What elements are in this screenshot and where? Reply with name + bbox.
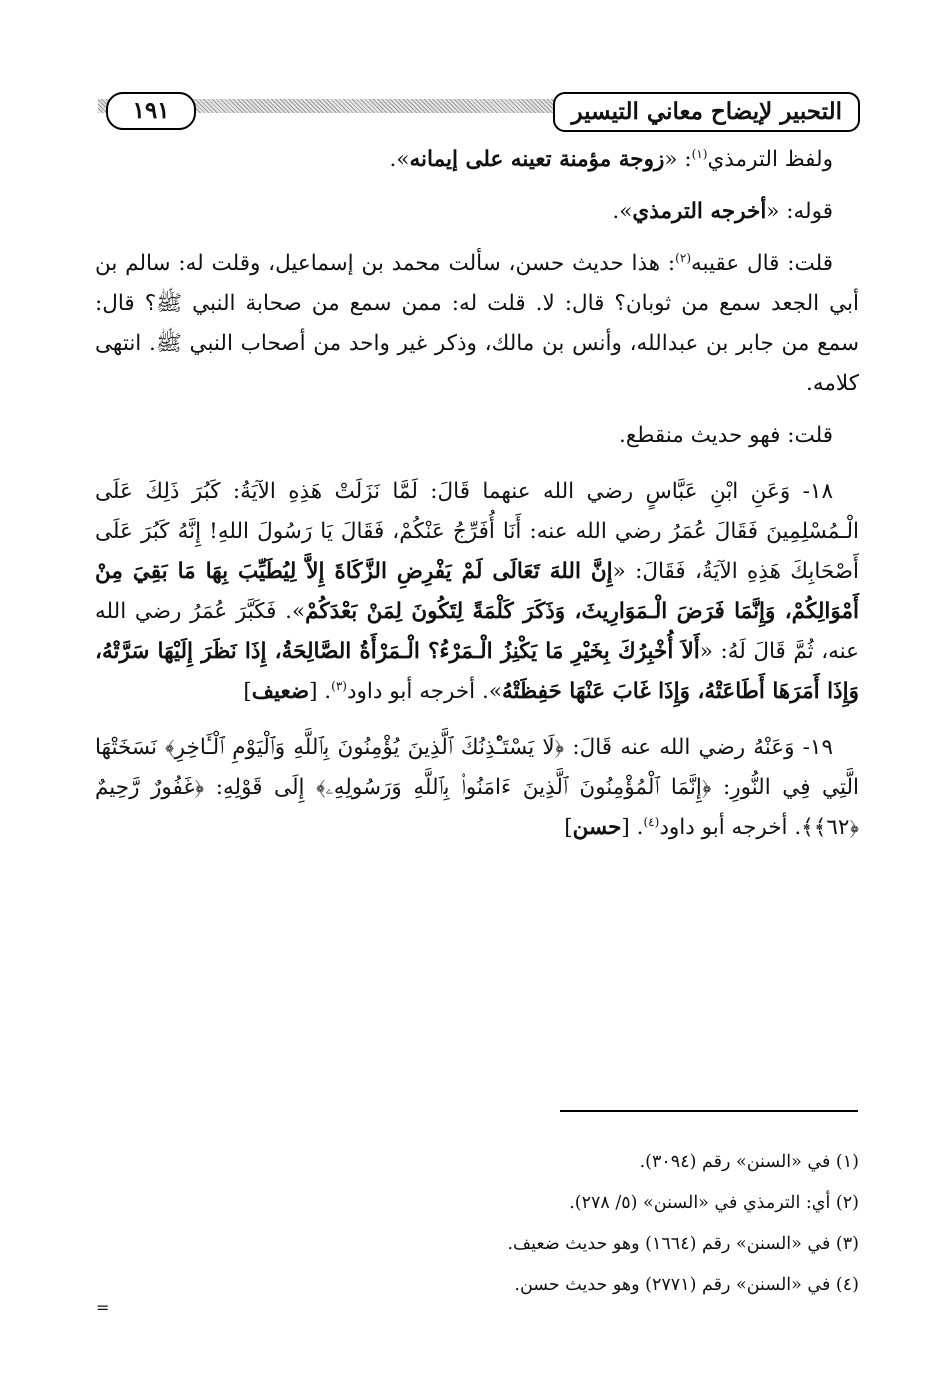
hadith-quote: زوجة مؤمنة تعينه على إيمانه xyxy=(409,147,665,172)
quoted-phrase: أخرجه الترمذي xyxy=(632,199,767,224)
hadith-19: ١٩- وَعَنْهُ رضي الله عنه قَالَ: ﴿لَا يَسْتَـْٔذِنُكَ ٱلَّذِينَ يُؤْمِنُونَ بِٱللَّهِ وَٱلْيَوْمِ ٱلْـَٔاخِرِ﴾ نَسَخَتْهَا الَّتِي فِي النُّورِ: ﴿إِنَّمَا ٱلْمُؤْمِنُونَ ٱلَّذِينَ ءَامَنُوا۟ بِٱللَّهِ وَرَسُولِهِۦ﴾ إِلَى قَوْلِهِ: ﴿غَفُورٌ رَّحِيمٌ ﴿٦٢﴾﴾. أخرجه أبو داود$^{(٤)}$. [حسن] xyxy=(95,735,859,840)
paragraph-conclusion: قلت: فهو حديث منقطع. xyxy=(618,423,833,448)
page-header xyxy=(98,92,860,132)
paragraph-commentary: قلت: قال عقيبه$^{(٢)}$: هذا حديث حسن، سألت محمد بن إسماعيل، وقلت له: سالم بن أبي الجعد سمع من ثوبان؟ قال: لا. قلت له: ممن سمع من صحابة النبي ﷺ؟ قال: سمع من جابر بن عبدالله، وأنس بن مالك، وذكر غير واحد من أصحاب النبي ﷺ. انتهى كلامه. xyxy=(95,250,859,396)
book-title: التحبير لإيضاح معاني التيسير xyxy=(553,92,860,132)
footnote-ref: (٤) xyxy=(643,814,660,829)
footnote-ref: (٢) xyxy=(675,250,691,265)
footnote-2: (٢) أي: الترمذي في «السنن» (٥/ ٢٧٨). xyxy=(569,1193,859,1213)
paragraph-tirmidhi-wording: ولفظ الترمذي$^{(١)}$: «زوجة مؤمنة تعينه على إيمانه». xyxy=(389,146,833,172)
page-number: ١٩١ xyxy=(106,92,196,130)
footnote-4: (٤) في «السنن» رقم (٢٧٧١) وهو حديث حسن. xyxy=(514,1275,859,1295)
hadith-quote: إِنَّ اللهَ تَعَالَى لَمْ يَفْرِضِ الزَّكَاةَ إِلاَّ لِيُطَيِّبَ بِهَا مَا بَقِيَ مِنْ أَمْوَالِكُمْ، وَإِنَّمَا فَرَضَ الْـمَوَارِيثَ، وَذَكَرَ كَلْمَةً لِتَكُونَ لِمَنْ بَعْدَكُمْ xyxy=(95,559,859,624)
footnote-ref: (١) xyxy=(691,146,708,161)
hadith-grade: حسن xyxy=(572,815,622,840)
hadith-grade: ضعيف xyxy=(251,679,310,704)
footnote-3: (٣) في «السنن» رقم (١٦٦٤) وهو حديث ضعيف. xyxy=(507,1234,859,1254)
paragraph-qawluh: قوله: «أخرجه الترمذي». xyxy=(612,199,833,224)
footnote-ref: (٣) xyxy=(331,678,347,693)
page-mark: = xyxy=(96,1298,110,1317)
hadith-quote: أَلاَ أُخْبِرُكَ بِخَيْرِ مَا يَكْنِزُ الْـمَرْءُ؟ الْـمَرْأَةُ الصَّالِحَةُ، إِذَا نَظَرَ إِلَيْهَا سَرَّتْهُ، وَإِذَا أَمَرَهَا أَطَاعَتْهُ، وَإِذَا غَابَ عَنْهَا حَفِظَتْهُ xyxy=(95,639,859,704)
hadith-18: ١٨- وَعَنِ ابْنِ عَبَّاسٍ رضي الله عنهما قَالَ: لَمَّا نَزَلَتْ هَذِهِ الآيَةُ: كَبُرَ ذَلِكَ عَلَى الْـمُسْلِمِينَ فَقَالَ عُمَرُ رضي الله عنه: أَنَا أُفَرِّجُ عَنْكُمْ، فَقَالَ يَا رَسُولَ اللهِ! إِنَّهُ كَبُرَ عَلَى أَصْحَابِكَ هَذِهِ الآيَةُ، فَقَالَ: «إِنَّ اللهَ تَعَالَى لَمْ يَفْرِضِ الزَّكَاةَ إِلاَّ لِيُطَيِّبَ بِهَا مَا بَقِيَ مِنْ أَمْوَالِكُمْ، وَإِنَّمَا فَرَضَ الْـمَوَارِيثَ، وَذَكَرَ كَلْمَةً لِتَكُونَ لِمَنْ بَعْدَكُمْ». فَكَبَّرَ عُمَرُ رضي الله عنه، ثُمَّ قَالَ لَهُ: «أَلاَ أُخْبِرُكَ بِخَيْرِ مَا يَكْنِزُ الْـمَرْءُ؟ الْـمَرْأَةُ الصَّالِحَةُ، إِذَا نَظَرَ إِلَيْهَا سَرَّتْهُ، وَإِذَا أَمَرَهَا أَطَاعَتْهُ، وَإِذَا غَابَ عَنْهَا حَفِظَتْهُ». أخرجه أبو داود$^{(٣)}$. [ضعيف] xyxy=(95,479,860,704)
footnote-1: (١) في «السنن» رقم (٣٠٩٤). xyxy=(639,1152,859,1172)
footnote-separator xyxy=(560,1110,858,1112)
footnotes xyxy=(95,1150,859,1314)
main-text xyxy=(95,140,859,860)
